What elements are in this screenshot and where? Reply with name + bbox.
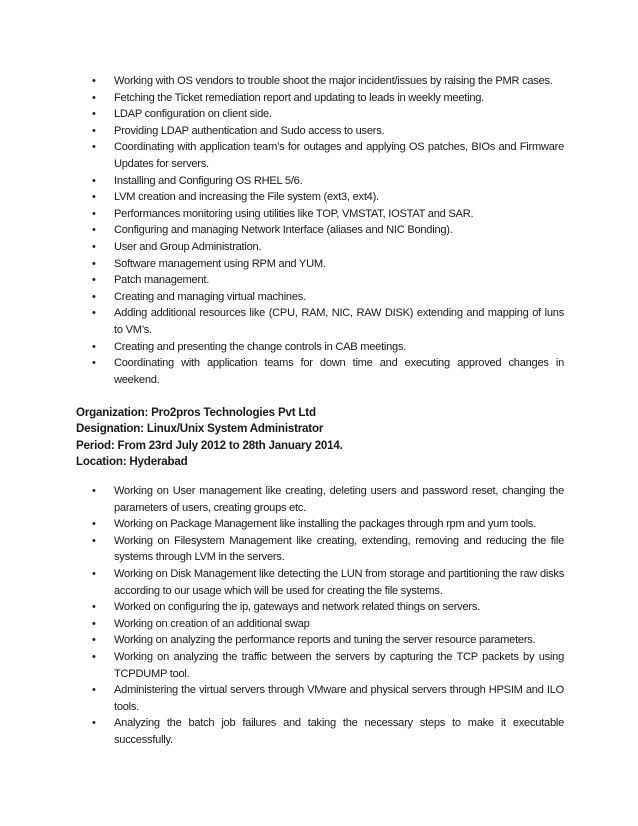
designation: Designation: Linux/Unix System Administrator [76,422,324,436]
organization-block [76,405,576,471]
responsibilities-list-bottom [92,483,564,749]
list-item [92,272,564,289]
list-item-text: Working on User management like creating, deleting users and password reset, changing the parameters of users, creating groups etc. [114,485,564,514]
list-item-text: Analyzing the batch job failures and taking the necessary steps to make it executable successfully. [114,717,564,746]
list-item [92,73,564,90]
list-item [92,339,564,356]
list-item [92,715,564,748]
bullet-icon: • [92,307,96,320]
list-item [92,516,564,533]
list-item-text: Performances monitoring using utilities like TOP, VMSTAT, IOSTAT and SAR. [114,207,474,220]
list-item-text: Providing LDAP authentication and Sudo access to users. [114,124,385,137]
list-item-text: LDAP configuration on client side. [114,108,272,121]
list-item [92,173,564,190]
list-item [92,649,564,682]
list-item-text: Working on analyzing the traffic between the servers by capturing the TCP packets by using TCPDUMP tool. [114,650,564,680]
bullet-icon: • [92,518,96,531]
list-item-text: LVM creation and increasing the File system (ext3, ext4). [114,191,379,204]
bullet-icon: • [92,617,96,630]
list-item-text: Coordinating with application teams for down time and executing approved changes in weekend. [114,357,564,386]
bullet-icon: • [92,257,96,270]
work-location: Location: Hyderabad [76,455,188,469]
list-item [92,222,564,239]
employment-period: Period: From 23rd July 2012 to 28th January 2014. [76,438,343,452]
list-item [92,355,564,388]
bullet-icon: • [92,717,96,730]
list-item-text: User and Group Administration. [114,240,262,253]
list-item [92,256,564,273]
list-item-text: Configuring and managing Network Interface (aliases and NIC Bonding). [114,224,453,237]
list-item [92,632,564,649]
list-item-text: Creating and managing virtual machines. [114,290,306,303]
list-item-text: Coordinating with application team’s for outages and applying OS patches, BIOs and Firmware Updates for servers. [114,141,564,170]
bullet-icon: • [92,240,96,253]
list-item-text: Software management using RPM and YUM. [114,257,326,270]
bullet-icon: • [92,191,96,204]
list-item-text: Adding additional resources like (CPU, RAM, NIC, RAW DISK) extending and mapping of luns to VM’s. [114,307,564,336]
list-item [92,139,564,172]
list-item-text: Administering the virtual servers through VMware and physical servers through HPSIM and ILO tools. [114,684,564,713]
list-item [92,90,564,107]
list-item [92,189,564,206]
bullet-icon: • [92,91,96,104]
list-item-text: Working with OS vendors to trouble shoot the major incident/issues by raising the PMR cases. [114,75,553,87]
bullet-icon: • [92,224,96,237]
bullet-icon: • [92,141,96,154]
bullet-icon: • [92,485,96,497]
list-item [92,483,564,516]
list-item [92,599,564,616]
list-item [92,533,564,566]
bullet-icon: • [92,357,96,370]
list-item-text: Working on Disk Management like detecting the LUN from storage and partitioning the raw disks according to our usage which will be used for creating the file systems. [114,567,564,597]
bullet-icon: • [92,340,96,353]
list-item [92,123,564,140]
responsibilities-list-top [92,73,564,388]
list-item-text: Working on Filesystem Management like creating, extending, removing and reducing the file systems through LVM in the servers. [114,534,564,564]
list-item-text: Fetching the Ticket remediation report and updating to leads in weekly meeting. [114,91,484,104]
list-item [92,239,564,256]
bullet-icon: • [92,174,96,187]
bullet-icon: • [92,290,96,303]
bullet-icon: • [92,274,96,287]
list-item-text: Working on analyzing the performance reports and tuning the server resource parameters. [114,634,536,647]
bullet-icon: • [92,207,96,220]
bullet-icon: • [92,567,96,580]
bullet-icon: • [92,75,96,87]
bullet-icon: • [92,534,96,547]
bullet-icon: • [92,108,96,121]
list-item-text: Creating and presenting the change controls in CAB meetings. [114,340,407,353]
list-item [92,305,564,338]
list-item-text: Working on creation of an additional swap [114,617,310,630]
bullet-icon: • [92,601,96,614]
bullet-icon: • [92,684,96,697]
bullet-icon: • [92,650,96,663]
list-item [92,206,564,223]
list-item-text: Installing and Configuring OS RHEL 5/6. [114,174,303,187]
list-item [92,566,564,599]
list-item [92,616,564,633]
list-item [92,682,564,715]
list-item [92,106,564,123]
bullet-icon: • [92,634,96,647]
list-item-text: Patch management. [114,274,210,287]
list-item-text: Worked on configuring the ip, gateways and network related things on servers. [114,601,480,614]
organization-name: Organization: Pro2pros Technologies Pvt Ltd [76,406,316,419]
list-item-text: Working on Package Management like installing the packages through rpm and yum tools. [114,518,536,531]
list-item [92,289,564,306]
bullet-icon: • [92,124,96,137]
